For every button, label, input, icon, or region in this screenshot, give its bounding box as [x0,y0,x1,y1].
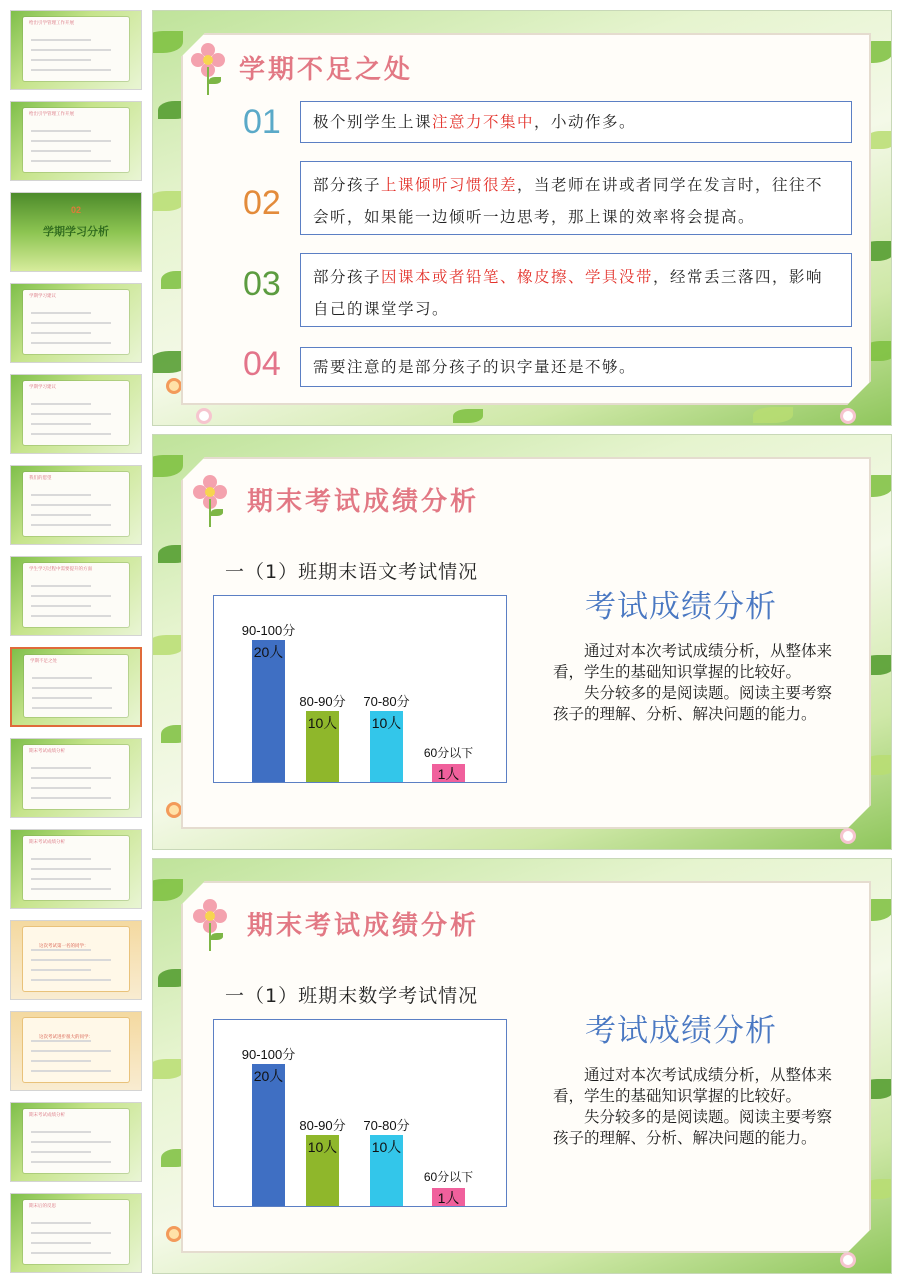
analysis-body [553,1065,843,1149]
slide-thumbnail[interactable] [10,920,142,1000]
chart-bar [306,1135,339,1206]
flower-icon [193,475,227,531]
item-number: 03 [243,265,281,303]
chart-bar [252,640,285,782]
bar-value-label: 10人 [307,715,338,731]
shortcoming-item-3: 部分孩子因课本或者铅笔、橡皮擦、学具没带，经常丢三落四，影响自己的课堂学习。 [300,253,852,327]
flower-icon [193,899,227,955]
chart-bar [370,1135,403,1206]
bar-value-label: 1人 [437,1190,460,1206]
thumbnail-title: 期末后的反思 [29,1203,56,1208]
thumbnail-title: 学期学习分析 [43,226,109,238]
chart-subtitle: 一（1）班期末语文考试情况 [225,561,479,583]
slide-thumbnail[interactable] [10,1193,142,1273]
item-number: 01 [243,103,281,141]
flower-icon [191,43,225,99]
bar-category-label: 70-80分 [363,1118,410,1133]
chart-bar [306,711,339,782]
thumbnail-title: 学期学习建议 [29,293,56,298]
bar-category-label: 60分以下 [423,1170,474,1184]
thumbnail-title: 这次考试第一名的同学： [39,943,89,948]
slide-thumbnail[interactable] [10,10,142,90]
bar-category-label: 70-80分 [363,694,410,709]
bar-category-label: 80-90分 [299,694,346,709]
analysis-paragraph: 通过对本次考试成绩分析，从整体来看，学生的基础知识掌握的比较好。 [553,1066,833,1105]
thumbnail-title: 学期学习建议 [29,384,56,389]
bar-value-label: 20人 [253,644,284,660]
bar-value-label: 10人 [371,1139,402,1155]
chart-bar [252,1064,285,1206]
analysis-title: 考试成绩分析 [585,1013,777,1049]
slide-thumbnail-panel[interactable] [0,0,150,1286]
thumbnail-title: 学期不足之处 [30,658,57,663]
slide-thumbnail[interactable] [10,101,142,181]
slide-thumbnail[interactable] [10,647,142,727]
thumbnail-title: 我们的愿望 [29,475,52,480]
analysis-paragraph: 失分较多的是阅读题。阅读主要考察孩子的理解、分析、解决问题的能力。 [553,1108,833,1147]
bar-category-label: 80-90分 [299,1118,346,1133]
analysis-paragraph: 通过对本次考试成绩分析，从整体来看，学生的基础知识掌握的比较好。 [553,642,833,681]
slide-title: 学期不足之处 [239,55,414,85]
bar-value-label: 1人 [437,766,460,782]
bar-value-label: 10人 [307,1139,338,1155]
slide-thumbnail[interactable] [10,556,142,636]
chart-bar [432,1188,465,1206]
thumbnail-title: 给出引学管理工作开展 [29,111,74,116]
score-bar-chart [213,1019,507,1207]
slide-thumbnail[interactable] [10,738,142,818]
slide-title: 期末考试成绩分析 [247,911,480,941]
slide-thumbnail[interactable] [10,283,142,363]
thumbnail-title: 期末考试成绩分析 [29,839,65,844]
bar-category-label: 60分以下 [423,746,474,760]
thumbnail-title: 给出引学管理工作开展 [29,20,74,25]
analysis-body [553,641,843,725]
thumbnail-number: 02 [70,205,81,215]
item-number: 02 [243,184,281,222]
analysis-paragraph: 失分较多的是阅读题。阅读主要考察孩子的理解、分析、解决问题的能力。 [553,684,833,723]
slide-thumbnail[interactable] [10,192,142,272]
slide-thumbnail[interactable] [10,829,142,909]
slide-thumbnail[interactable] [10,1011,142,1091]
bar-value-label: 20人 [253,1068,284,1084]
thumbnail-title: 期末考试成绩分析 [29,1112,65,1117]
shortcoming-item-4: 需要注意的是部分孩子的识字量还是不够。 [300,347,852,387]
slide-thumbnail[interactable] [10,1102,142,1182]
score-bar-chart [213,595,507,783]
slide-chinese-exam [152,434,892,850]
slide-title: 期末考试成绩分析 [247,487,480,517]
bar-category-label: 90-100分 [241,1047,296,1062]
thumbnail-title: 这次考试进步很大的同学： [39,1034,93,1039]
slide-thumbnail[interactable] [10,374,142,454]
slide-thumbnail[interactable] [10,465,142,545]
chart-bar [370,711,403,782]
thumbnail-title: 期末考试成绩分析 [29,748,65,753]
shortcoming-item-2: 部分孩子上课倾听习惯很差，当老师在讲或者同学在发言时，往往不会听，如果能一边倾听一边思考，那上课的效率将会提高。 [300,161,852,235]
analysis-title: 考试成绩分析 [585,589,777,625]
slide-math-exam [152,858,892,1274]
item-number: 04 [243,345,281,383]
thumbnail-title: 学生学习过程中需要提升的方面 [29,566,92,571]
bar-value-label: 10人 [371,715,402,731]
bar-category-label: 90-100分 [241,623,296,638]
slide-shortcomings [152,10,892,426]
shortcoming-item-1: 极个别学生上课注意力不集中，小动作多。 [300,101,852,143]
chart-subtitle: 一（1）班期末数学考试情况 [225,985,479,1007]
chart-bar [432,764,465,782]
